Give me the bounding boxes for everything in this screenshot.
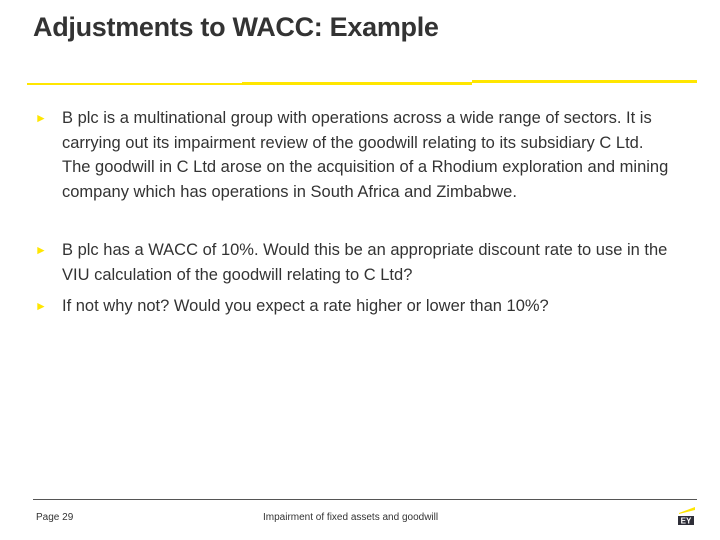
bullet-arrow-icon: ► bbox=[35, 111, 47, 125]
title-underline-segment bbox=[27, 83, 242, 85]
bullet-text: If not why not? Would you expect a rate higher or lower than 10%? bbox=[62, 297, 549, 315]
footer-divider bbox=[33, 499, 697, 500]
ey-logo-icon bbox=[677, 505, 695, 525]
bullet-text: B plc is a multinational group with operations across a wide range of sectors. It is carrying out its impairment review of the goodwill relating to its subsidiary C Ltd. The goodwill in C Ltd arose on the acquisition of a Rhodium exploration and mining company which has operations in South Africa and Zimbabwe. bbox=[62, 109, 669, 201]
bullet-arrow-icon: ► bbox=[35, 243, 47, 257]
title-underline-segment bbox=[472, 80, 697, 83]
bullet-arrow-icon: ► bbox=[35, 299, 47, 313]
slide-title: Adjustments to WACC: Example bbox=[33, 12, 439, 42]
bullet-text: B plc has a WACC of 10%. Would this be an appropriate discount rate to use in the VIU calculation of the goodwill relating to C Ltd? bbox=[62, 241, 668, 284]
title-underline bbox=[27, 80, 697, 86]
bullet-list bbox=[33, 106, 673, 319]
bullet-item bbox=[33, 238, 673, 287]
ey-logo-text: EY bbox=[680, 516, 692, 525]
bullet-item bbox=[33, 106, 673, 204]
page-number: Page 29 bbox=[36, 512, 74, 523]
bullet-item bbox=[33, 294, 673, 319]
footer-document-title: Impairment of fixed assets and goodwill bbox=[263, 512, 439, 523]
title-underline-segment bbox=[242, 82, 472, 85]
